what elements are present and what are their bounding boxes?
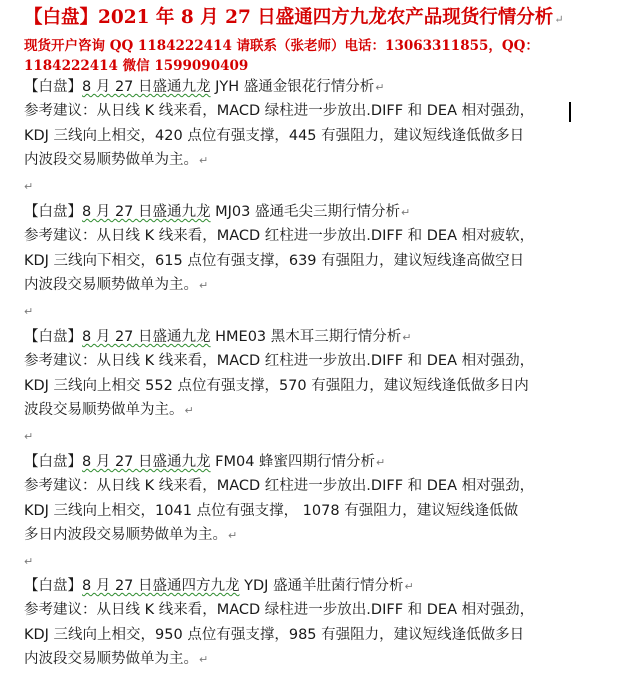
empty-paragraph: ↵ (24, 430, 34, 443)
analysis-section-1 (24, 76, 608, 174)
section-body: 参考建议：从日线 K 线来看，MACD 红柱进一步放出.DIFF 和 DEA 相对强劲， KDJ 三线向上相交 552 点位有强支撑，570 有强阻力，建议短线逢低做多日内 波段交易顺势做单为主。↵ (24, 353, 535, 419)
paragraph-mark: ↵ (554, 13, 564, 26)
empty-paragraph: ↵ (24, 180, 34, 193)
contact-info (24, 36, 614, 76)
section-heading: 【白盘】8 月 27 日盛通九龙 JYH 盛通金银花行情分析↵ (24, 79, 385, 95)
analysis-section-2 (24, 201, 608, 299)
empty-paragraph: ↵ (24, 305, 34, 318)
contact-line-2: 1184222414 微信 1599090409 (24, 58, 249, 74)
section-heading: 【白盘】8 月 27 日盛通四方九龙 YDJ 盛通羊肚菌行情分析↵ (24, 578, 414, 594)
analysis-section-5 (24, 575, 608, 673)
document-title: 【白盘】2021 年 8 月 27 日盛通四方九龙农产品现货行情分析↵ (24, 7, 564, 28)
analysis-section-4 (24, 451, 608, 549)
section-heading: 【白盘】8 月 27 日盛通九龙 MJ03 盛通毛尖三期行情分析↵ (24, 204, 411, 220)
contact-line-1: 现货开户咨询 QQ 1184222414 请联系（张老师）电话：13063311855，QQ： (24, 38, 539, 54)
analysis-section-3 (24, 326, 608, 424)
section-heading: 【白盘】8 月 27 日盛通九龙 HME03 黑木耳三期行情分析↵ (24, 329, 412, 345)
empty-paragraph: ↵ (24, 555, 34, 568)
text-cursor (569, 102, 571, 122)
section-body: 参考建议：从日线 K 线来看，MACD 红柱进一步放出.DIFF 和 DEA 相对强劲， KDJ 三线向上相交，1041 点位有强支撑， 1078 有强阻力，建议短线逢低做 多日内波段交易顺势做单为主。↵ (24, 478, 535, 544)
section-body: 参考建议：从日线 K 线来看，MACD 绿柱进一步放出.DIFF 和 DEA 相对强劲， KDJ 三线向上相交，420 点位有强支撑，445 有强阻力，建议短线逢低做多日 内波段交易顺势做单为主。↵ (24, 103, 535, 169)
section-body: 参考建议：从日线 K 线来看，MACD 绿柱进一步放出.DIFF 和 DEA 相对强劲， KDJ 三线向上相交，950 点位有强支撑，985 有强阻力，建议短线逢低做多日 内波段交易顺势做单为主。↵ (24, 602, 535, 668)
section-body: 参考建议：从日线 K 线来看，MACD 红柱进一步放出.DIFF 和 DEA 相对疲软， KDJ 三线向下相交，615 点位有强支撑，639 有强阻力，建议短线逢高做空日 内波段交易顺势做单为主。↵ (24, 228, 535, 294)
section-heading: 【白盘】8 月 27 日盛通九龙 FM04 蜂蜜四期行情分析↵ (24, 454, 386, 470)
